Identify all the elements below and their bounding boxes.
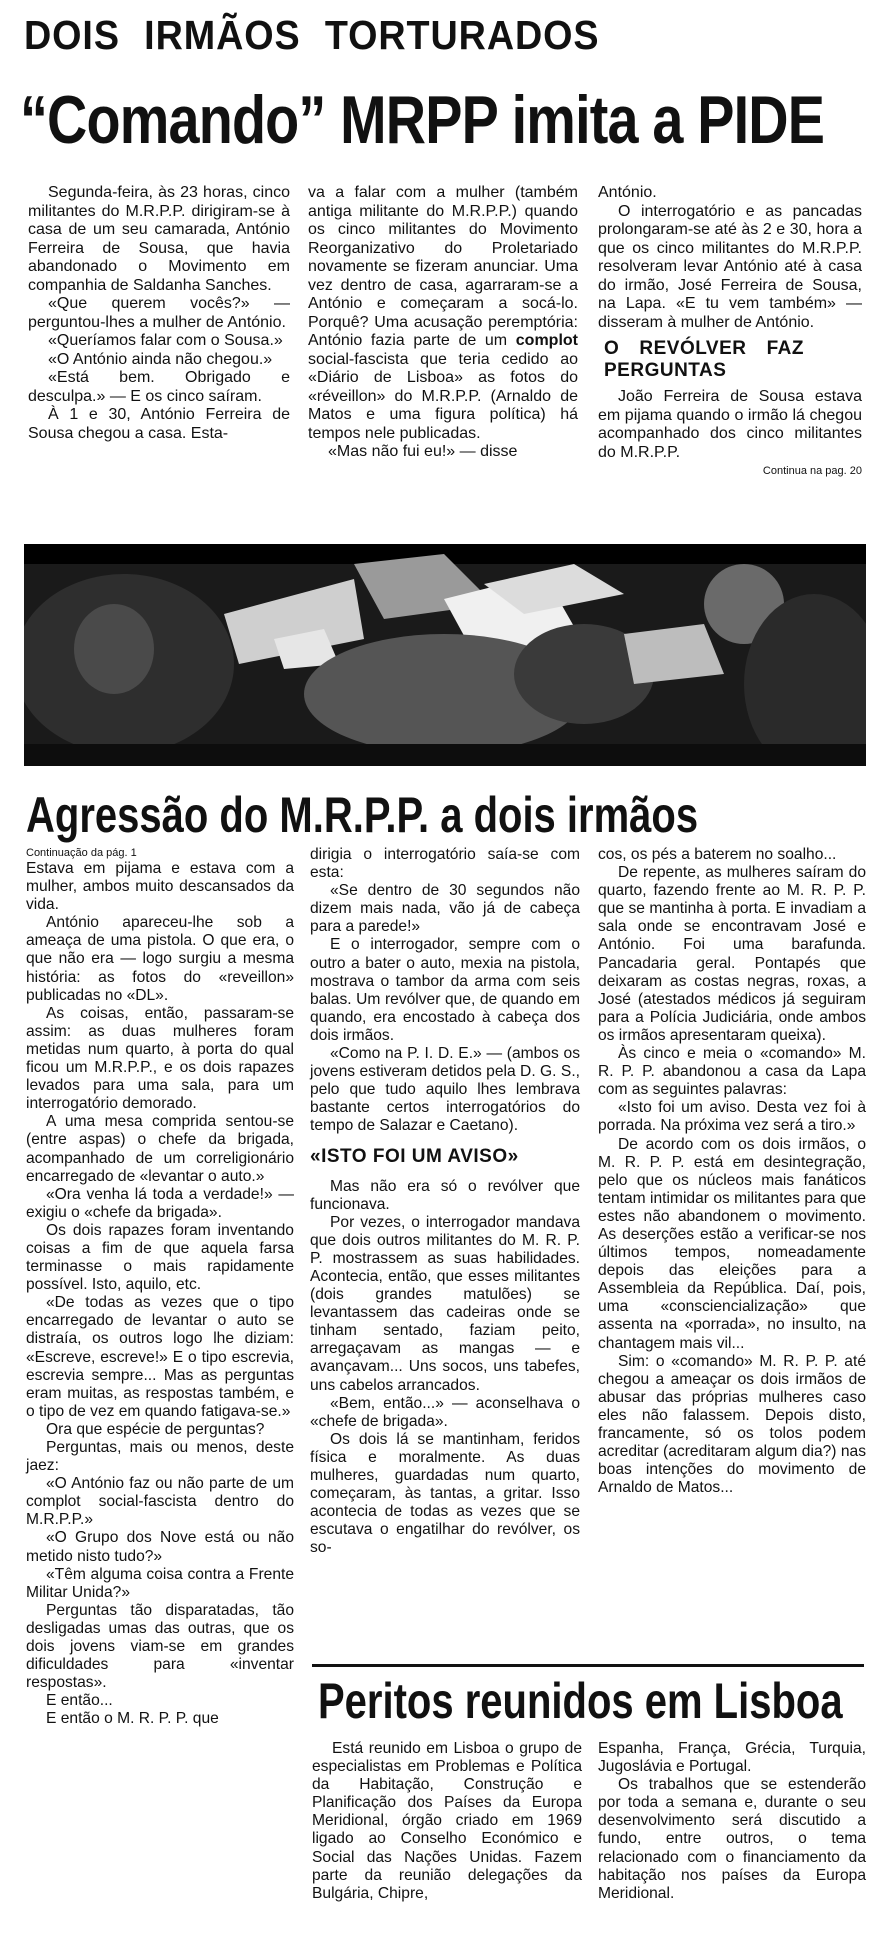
kicker-headline: DOIS IRMÃOS TORTURADOS (24, 12, 600, 58)
article1-column-1 (28, 184, 290, 443)
paragraph: Estava em pijama e estava com a mulher, ambos muito descansados da vida. (26, 860, 294, 914)
paragraph: Está reunido em Lisboa o grupo de especialistas em Problemas e Política da Habitação, Construção e Planificação dos Países da Europa Meridional, órgão criado em 1969 ligado ao Conselho Económico e Social das Nações Unidas. Fazem parte da reunião delegações da Bulgária, Chipre, (312, 1740, 582, 1902)
text-run: social-fascista que teria cedido ao «Diário de Lisboa» as fotos do «réveillon» do M.R.P.P. (Arnaldo de Matos e uma figura política) há tempos nele publicadas. (308, 350, 578, 442)
paragraph: A uma mesa comprida sentou-se (entre aspas) o chefe da brigada, acompanhado de um correligionário encarregado de «levantar o auto.» (26, 1113, 294, 1185)
bold-term: complot (515, 332, 578, 349)
paragraph: Às cinco e meia o «comando» M. R. P. P. abandonou a casa da Lapa com as seguintes palavras: (598, 1045, 866, 1099)
article1-column-3 (598, 184, 862, 478)
article2-column-3 (598, 846, 866, 1497)
article3-column-1 (312, 1740, 582, 1903)
paragraph (308, 184, 578, 443)
paragraph: «O Grupo dos Nove está ou não metido nisto tudo?» (26, 1529, 294, 1565)
press-photo-icon (24, 544, 866, 766)
paragraph: O interrogatório e as pancadas prolongaram-se até às 2 e 30, hora a que os cinco militantes do M.R.P.P. resolveram levar António até à casa do irmão, José Ferreira de Sousa, na Lapa. «E tu vem também» — disseram à mulher de António. (598, 202, 862, 331)
paragraph: Os dois rapazes foram inventando coisas a fim de que aquela farsa terminasse o mais rapidamente possível. Isto, aquilo, etc. (26, 1221, 294, 1294)
subheading: «ISTO FOI UM AVISO» (310, 1145, 519, 1167)
paragraph: «Isto foi um aviso. Desta vez foi à porrada. Na próxima vez será a tiro.» (598, 1099, 866, 1135)
paragraph: Os dois lá se mantinham, feridos física e moralmente. As duas mulheres, guardadas num quarto, começaram, às tantas, a gritar. Isso acontecia de todas as vezes que se escutava o engatilhar do revólver, os so- (310, 1430, 580, 1557)
paragraph: Espanha, França, Grécia, Turquia, Jugoslávia e Portugal. (598, 1740, 866, 1776)
paragraph: António apareceu-lhe sob a ameaça de uma pistola. O que era, o que não era — logo surgiu a mesma história: as fotos do «reveillon» publicadas no «DL». (26, 914, 294, 1004)
continued-note: Continua na pag. 20 (762, 465, 862, 477)
main-headline: “Comando” MRPP imita a PIDE (20, 82, 825, 158)
paragraph: Sim: o «comando» M. R. P. P. até chegou a ameaçar os dois irmãos de abusar das próprias mulheres caso eles não falassem. Depois disto, francamente, só os tolos podem acreditar (acreditaram algum dia?) nas boas intenções do movimento de Arnaldo de Matos... (598, 1352, 866, 1497)
paragraph: «Bem, então...» — aconselhava o «chefe de brigada». (310, 1394, 580, 1430)
paragraph: dirigia o interrogatório saía-se com esta: (310, 846, 580, 882)
article1-column-2 (308, 184, 578, 462)
paragraph: À 1 e 30, António Ferreira de Sousa chegou a casa. Esta- (28, 406, 290, 442)
paragraph: «De todas as vezes que o tipo encarregado de levantar o auto se distraía, os outros logo lhe diziam: «Escreve, escreve!» E o tipo escrevia, escrevia sempre... Mas as perguntas eram muitas, as respostas também, e o tipo de vez em quando fatigava-se.» (26, 1294, 294, 1420)
paragraph: «Queríamos falar com o Sousa.» (48, 332, 283, 349)
paragraph: Por vezes, o interrogador mandava que dois outros militantes do M. R. P. P. mostrassem as suas habilidades. Acontecia, então, que esses militantes (dois grandes matulões) se levantassem das cadeiras onde se tinham sentado, faziam peito, arregaçavam as mangas — e avançavam... Uns socos, uns tabefes, uns cabelos arrancados. (310, 1213, 580, 1394)
paragraph: Perguntas tão disparatadas, tão desligadas umas das outras, que os dois jovens viam-se em grandes dificuldades para «inventar respostas». (26, 1601, 294, 1692)
paragraph: «Se dentro de 30 segundos não dizem mais nada, vão já de cabeça para a parede!» (310, 882, 580, 936)
article2-headline: Agressão do M.R.P.P. a dois irmãos (26, 787, 699, 843)
paragraph: Perguntas, mais ou menos, deste jaez: (26, 1439, 294, 1475)
paragraph: «Como na P. I. D. E.» — (ambos os jovens estiveram detidos pela D. G. S., pelo que tudo aquilo lhes lembrava bastante certos interrogatórios do tempo de Salazar e Caetano). (310, 1045, 580, 1135)
paragraph: E o interrogador, sempre com o outro a bater o auto, mexia na pistola, mostrava o tambor da arma com seis balas. Um revólver que, de quando em quando, era encostado à cabeça dos dois irmãos. (310, 936, 580, 1044)
paragraph: «Ora venha lá toda a verdade!» — exigiu o «chefe da brigada». (26, 1185, 294, 1221)
divider-rule (312, 1664, 864, 1667)
paragraph: «Têm alguma coisa contra a Frente Militar Unida?» (26, 1565, 294, 1601)
text-run: va a falar com a mulher (também antiga militante do M.R.P.P.) quando os cinco militantes do Movimento Reorganizativo do Proletariado novamente se fizeram anunciar. Uma vez dentro de casa, agarraram-se a António e começaram a socá-lo. Porquê? Uma acusação peremptória: António fazia parte de um (308, 184, 578, 349)
article2-column-2 (310, 846, 580, 1557)
paragraph: António. (598, 184, 657, 201)
paragraph: «O António faz ou não parte de um complot social-fascista dentro do M.R.P.P.» (26, 1475, 294, 1529)
paragraph: Ora que espécie de perguntas? (46, 1420, 265, 1438)
article3-headline: Peritos reunidos em Lisboa (318, 1673, 843, 1729)
paragraph: «Que querem vocês?» — perguntou-lhes a mulher de António. (28, 295, 290, 331)
subheading: O REVÓLVER FAZ PERGUNTAS (604, 338, 804, 381)
paragraph: «O António ainda não chegou.» (48, 350, 273, 368)
paragraph: De acordo com os dois irmãos, o M. R. P. P. está em desintegração, pelo que os núcleos mais fanáticos tentam intimidar os militantes para que estes não abandonem o movimento. As deserções estão a verificar-se nos últimos tempos, nomeadamente depois das eleições para a Assembleia da República. Daí, pois, uma «consciencialização» que assenta na «porrada», no insulto, na chantagem mais vil... (598, 1135, 866, 1352)
press-photo (24, 544, 866, 766)
paragraph: cos, os pés a baterem no soalho... (598, 846, 837, 863)
paragraph: De repente, as mulheres saíram do quarto, fazendo frente ao M. R. P. P. que se mantinha à porta. E invadiam a sala onde se encontravam José e António. Foi uma barafunda. Pancadaria geral. Pontapés que deixaram as costas negras, roxas, a José (atestados médicos já seguiram para a Polícia Judiciária, onde ambos os irmãos apresentaram queixa). (598, 864, 866, 1044)
paragraph: Mas não era só o revólver que funcionava. (310, 1177, 580, 1213)
article2-column-1 (26, 846, 294, 1729)
paragraph: Segunda-feira, às 23 horas, cinco militantes do M.R.P.P. dirigiram-se à casa de um seu camarada, António Ferreira de Sousa, que havia abandonado o Movimento em companhia de Saldanha Sanches. (28, 184, 290, 294)
paragraph: E então... (46, 1692, 113, 1710)
paragraph: Os trabalhos que se estenderão por toda a semana e, durante o seu desenvolvimento será discutido a fundo, entre outros, o tema relacionado com o financiamento da habitação nos países da Europa Meridional. (598, 1776, 866, 1902)
paragraph: «Está bem. Obrigado e desculpa.» — E os cinco saíram. (28, 369, 290, 405)
continued-from-note: Continuação da pág. 1 (26, 847, 137, 859)
paragraph: João Ferreira de Sousa estava em pijama quando o irmão lá chegou acompanhado dos cinco militantes do M.R.P.P. (598, 388, 862, 461)
paragraph: E então o M. R. P. P. que (46, 1710, 219, 1728)
article3-column-2 (598, 1740, 866, 1903)
paragraph: «Mas não fui eu!» — disse (328, 443, 518, 460)
paragraph: As coisas, então, passaram-se assim: as duas mulheres foram metidas num quarto, à porta do qual ficou um M.R.P.P., e os dois rapazes levados para uma sala, para um interrogatório demorado. (26, 1004, 294, 1113)
